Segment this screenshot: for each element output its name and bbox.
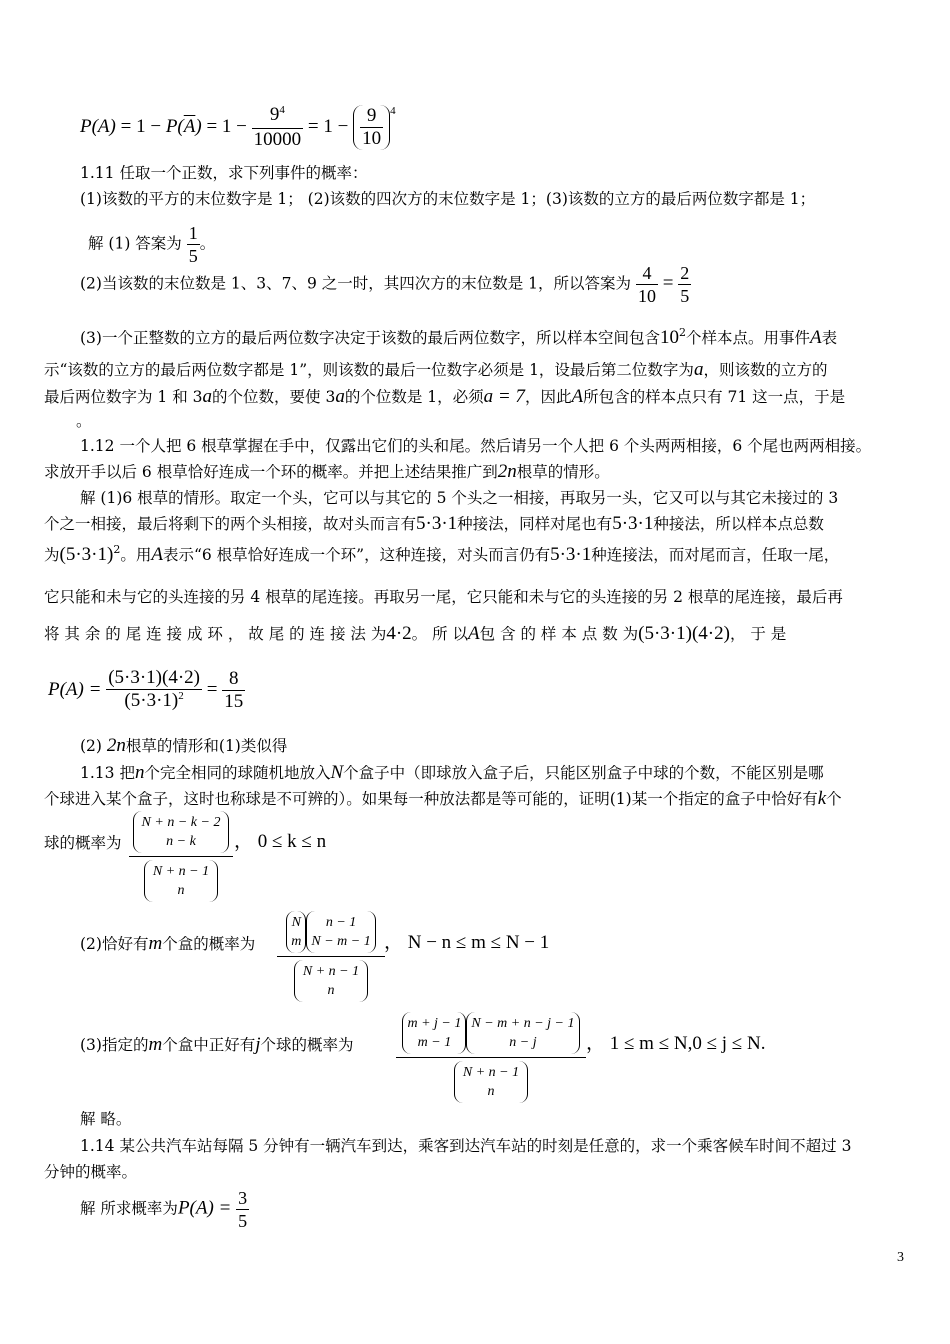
q1-condition: ， 0 ≤ k ≤ n	[234, 831, 327, 852]
solution-1-11-3-line3: 最后两位数字为 1 和 3a的个位数，要使 3a的个位数是 1，必须a = 7，因此A所包含的样本点只有 71 这一点，于是	[44, 386, 846, 407]
a-bar: $\overline{A}$	[183, 115, 196, 137]
q1-prefix: 球的概率为	[44, 834, 122, 852]
solution-1-11-3-line2: 示“该数的立方的最后两位数字都是 1”，则该数的最后一位数字必须是 1，设最后第二位数字为a，则该数的立方的	[44, 359, 828, 380]
solution-1-11-3-line4: 。	[76, 412, 92, 430]
problem-1-12-line1: 1.12 一个人把 6 根草掌握在手中，仅露出它们的头和尾。然后请另一个人把 6 个头两两相接，6 个尾也两两相接。	[80, 437, 872, 455]
page-number: 3	[897, 1250, 904, 1265]
q3-fraction: m + j − 1 m − 1 N − m + n − j − 1 n − j N + n − 1 n	[396, 1012, 586, 1103]
solution-1-14: 解 所求概率为P(A) = $\frac{3}{5}$	[80, 1188, 248, 1231]
eq-top: $P(A) = 1 - P(\overline{A}) = 1$ − $\frac{9^4}{10000}$ = 1 − $\frac{9}{10}$ $^4$	[80, 104, 396, 150]
problem-1-11-title: 1.11 任取一个正数，求下列事件的概率：	[80, 164, 368, 182]
solution-1-12-line3: 为$(5\cdot 3\cdot 1)^2$。用A表示“6 根草恰好连成一个环”，这种连接，对头而言仍有5·3·1种连接法，而对尾而言，任取一尾，	[44, 543, 840, 565]
fraction-9-10000: $\frac{9^4}{10000}$	[253, 104, 302, 150]
solution-1-12-line5: 将 其 余 的 尾 连 接 成 环 ， 故 尾 的 连 接 法 为4·2。 所 以A包 含 的 样 本 点 数 为(5·3·1)(4·2)， 于 是	[44, 623, 787, 644]
solution-1-11-2: (2)当该数的末位数是 1、3、7、9 之一时，其四次方的末位数是 1，所以答案为 $\frac{4}{10}$ = $\frac{2}{5}$	[80, 263, 690, 306]
q1-fraction: N + n − k − 2 n − k N + n − 1 n	[129, 811, 233, 902]
solution-1-12-line1: 解 (1)6 根草的情形。取定一个头，它可以与其它的 5 个头之一相接，再取另一头，它又可以与其它未接过的 3	[80, 489, 839, 507]
q2-condition: ， N − n ≤ m ≤ N − 1	[384, 932, 550, 953]
q3-condition: ， 1 ≤ m ≤ N,0 ≤ j ≤ N.	[586, 1033, 766, 1054]
eq-1-12: P(A) = $\frac{(5\cdot 3\cdot 1)(4\cdot 2)}{(5\cdot 3\cdot 1)^2}$ = $\frac{8}{15}$	[48, 667, 244, 713]
q3-prefix: (3)指定的m个盒中正好有j个球的概率为	[80, 1034, 354, 1055]
solution-1-12-line4: 它只能和未与它的头连接的另 4 根草的尾连接。再取另一尾，它只能和未与它的头连接的另 2 根草的尾连接，最后再	[44, 588, 843, 606]
fraction-9-10: $\frac{9}{10}$	[362, 105, 382, 149]
solution-1-13: 解 略。	[80, 1110, 132, 1128]
problem-1-14-line1: 1.14 某公共汽车站每隔 5 分钟有一辆汽车到达，乘客到达汽车站的时刻是任意的，求一个乘客候车时间不超过 3	[80, 1137, 852, 1155]
q2-prefix: (2)恰好有m个盒的概率为	[80, 933, 256, 954]
problem-1-13-line1: 1.13 把n个完全相同的球随机地放入N个盒子中（即球放入盒子后，只能区别盒子中球的个数，不能区别是哪	[80, 762, 824, 783]
problem-1-14-line2: 分钟的概率。	[44, 1163, 138, 1181]
problem-1-13-line2: 个球进入某个盒子，这时也称球是不可辨的）。如果每一种放法都是等可能的，证明(1)某一个指定的盒子中恰好有k个	[44, 788, 842, 809]
solution-1-11-1: 解 (1) 答案为 $\frac{1}{5}$ 。	[88, 223, 216, 266]
problem-1-11-items: (1)该数的平方的末位数字是 1； (2)该数的四次方的末位数字是 1；(3)该数的立方的最后两位数字都是 1；	[80, 190, 816, 208]
solution-1-11-3-line1: (3)一个正整数的立方的最后两位数字决定于该数的最后两位数字，所以样本空间包含$10^2$个样本点。用事件A表	[80, 326, 838, 348]
problem-1-12-line2: 求放开手以后 6 根草恰好连成一个环的概率。并把上述结果推广到2n根草的情形。	[44, 461, 610, 482]
solution-1-12-line2: 个之一相接，最后将剩下的两个头相接，故对头而言有5·3·1种接法，同样对尾也有5·3·1种接法，所以样本点总数	[44, 513, 824, 534]
eq-top-lhs: P(A)	[80, 115, 116, 137]
solution-1-12-part2: (2) 2n根草的情形和(1)类似得	[80, 735, 288, 756]
q2-fraction: N m n − 1 N − m − 1 N + n − 1 n	[277, 911, 385, 1002]
